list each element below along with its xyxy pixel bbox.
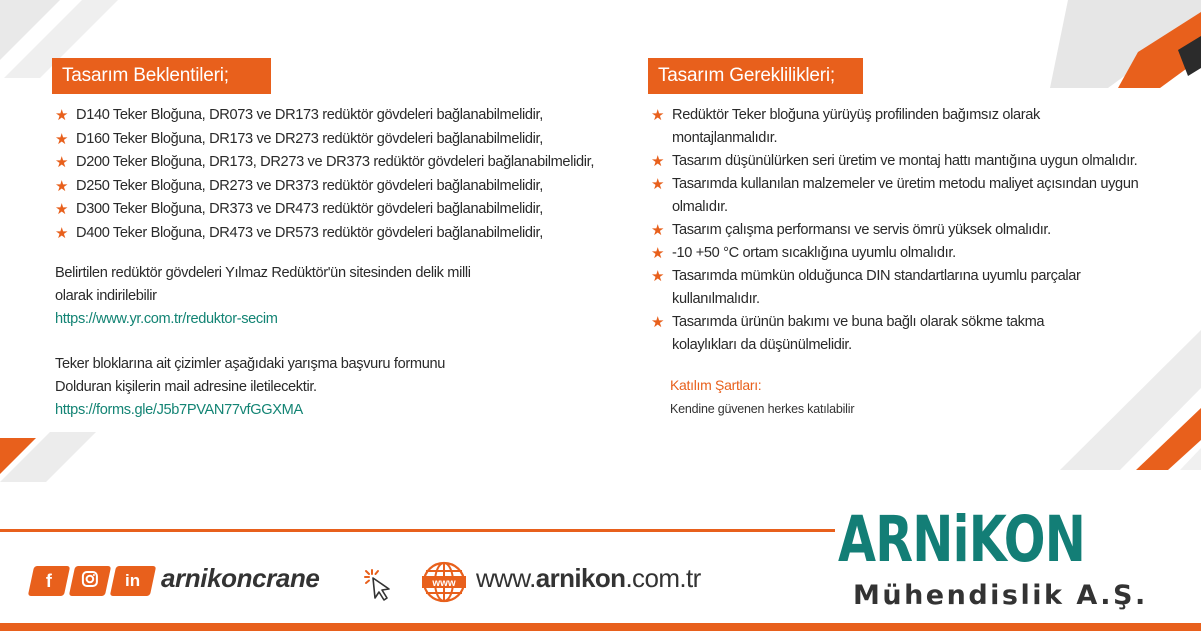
info-line: Teker bloklarına ait çizimler aşağıdaki yarışma başvuru formunu bbox=[55, 356, 445, 372]
linkedin-icon[interactable]: in bbox=[110, 566, 156, 596]
star-bullet-icon: ★ bbox=[55, 177, 69, 195]
list-item-text: Tasarımda mümkün olduğunca DIN standartlarına uyumlu parçalar bbox=[672, 268, 1081, 284]
cursor-click-icon bbox=[363, 568, 397, 602]
reducer-download-info bbox=[55, 262, 615, 331]
footer-divider bbox=[0, 529, 835, 532]
star-bullet-icon: ★ bbox=[651, 268, 665, 285]
list-item bbox=[55, 198, 635, 222]
star-bullet-icon: ★ bbox=[651, 222, 665, 239]
list-item bbox=[55, 222, 635, 246]
list-item-text-cont: kolaylıkları da düşünülmelidir. bbox=[672, 337, 852, 353]
design-requirements-list bbox=[651, 104, 1171, 357]
info-line: Dolduran kişilerin mail adresine iletilecektir. bbox=[55, 379, 317, 395]
list-item bbox=[651, 265, 1171, 311]
drawings-info bbox=[55, 353, 615, 422]
list-item-text: D300 Teker Bloğuna, DR373 ve DR473 redüktör gövdeleri bağlanabilmelidir, bbox=[76, 201, 543, 217]
star-bullet-icon: ★ bbox=[651, 153, 665, 170]
star-bullet-icon: ★ bbox=[55, 224, 69, 242]
star-bullet-icon: ★ bbox=[55, 107, 69, 124]
info-line: olarak indirilebilir bbox=[55, 288, 157, 304]
list-item bbox=[55, 151, 635, 175]
list-item-text: D200 Teker Bloğuna, DR173, DR273 ve DR373 redüktör gövdeleri bağlanabilmelidir, bbox=[76, 154, 595, 170]
footer-bar bbox=[0, 623, 1201, 631]
list-item-text: -10 +50 °C ortam sıcaklığına uyumlu olmalıdır. bbox=[672, 245, 956, 261]
star-bullet-icon: ★ bbox=[55, 130, 69, 148]
facebook-icon[interactable]: f bbox=[28, 566, 70, 596]
list-item-text: D160 Teker Bloğuna, DR173 ve DR273 redüktör gövdeleri bağlanabilmelidir, bbox=[76, 130, 543, 147]
instagram-icon[interactable] bbox=[69, 566, 111, 596]
list-item-text: Tasarımda kullanılan malzemeler ve üretim metodu maliyet açısından uygun bbox=[672, 176, 1139, 192]
list-item bbox=[651, 173, 1171, 219]
list-item bbox=[651, 311, 1171, 357]
list-item bbox=[55, 128, 635, 152]
company-logo: ARNiKON bbox=[838, 503, 1086, 576]
star-bullet-icon: ★ bbox=[55, 201, 69, 218]
participation-text: Kendine güvenen herkes katılabilir bbox=[670, 402, 855, 416]
list-item bbox=[651, 242, 1171, 265]
star-bullet-icon: ★ bbox=[651, 107, 665, 124]
globe-icon bbox=[421, 561, 467, 603]
list-item bbox=[651, 104, 1171, 150]
instagram-glyph bbox=[81, 570, 99, 588]
company-subtitle: Mühendislik A.Ş. bbox=[853, 580, 1148, 611]
list-item bbox=[55, 104, 635, 128]
web-brand: arnikon bbox=[535, 563, 626, 593]
list-item-text: Tasarım düşünülürken seri üretim ve montaj hattı mantığına uygun olmalıdır. bbox=[672, 153, 1138, 169]
left-section-title: Tasarım Beklentileri; bbox=[52, 58, 271, 94]
list-item-text: Tasarım çalışma performansı ve servis ömrü yüksek olmalıdır. bbox=[672, 222, 1051, 238]
list-item-text: Tasarımda ürünün bakımı ve buna bağlı olarak sökme takma bbox=[672, 314, 1045, 330]
star-bullet-icon: ★ bbox=[651, 245, 665, 262]
list-item-text: D140 Teker Bloğuna, DR073 ve DR173 redüktör gövdeleri bağlanabilmelidir, bbox=[76, 107, 543, 123]
star-bullet-icon: ★ bbox=[651, 314, 665, 331]
list-item bbox=[55, 175, 635, 199]
list-item-text: Redüktör Teker bloğuna yürüyüş profilinden bağımsız olarak bbox=[672, 107, 1041, 123]
list-item-text: D250 Teker Bloğuna, DR273 ve DR373 redüktör gövdeleri bağlanabilmelidir, bbox=[76, 177, 543, 194]
list-item bbox=[651, 150, 1171, 173]
design-expectations-list bbox=[55, 104, 635, 245]
participation-title: Katılım Şartları: bbox=[670, 377, 762, 393]
globe-label: www bbox=[432, 578, 456, 589]
star-bullet-icon: ★ bbox=[651, 176, 665, 193]
web-prefix: www. bbox=[476, 563, 536, 593]
reducer-selection-link[interactable]: https://www.yr.com.tr/reduktor-secim bbox=[55, 311, 278, 327]
web-suffix: .com.tr bbox=[625, 563, 701, 593]
list-item-text-cont: kullanılmalıdır. bbox=[672, 291, 760, 307]
application-form-link[interactable]: https://forms.gle/J5b7PVAN77vfGGXMA bbox=[55, 402, 303, 418]
list-item-text-cont: montajlanmalıdır. bbox=[672, 130, 778, 146]
info-line: Belirtilen redüktör gövdeleri Yılmaz Redüktör'ün sitesinden delik milli bbox=[55, 265, 471, 281]
social-handle[interactable]: arnikoncrane bbox=[161, 563, 320, 593]
list-item bbox=[651, 219, 1171, 242]
website-url[interactable] bbox=[476, 563, 701, 594]
right-section-title: Tasarım Gereklilikleri; bbox=[648, 58, 863, 94]
star-bullet-icon: ★ bbox=[55, 154, 69, 171]
list-item-text: D400 Teker Bloğuna, DR473 ve DR573 redüktör gövdeleri bağlanabilmelidir, bbox=[76, 224, 543, 241]
list-item-text-cont: olmalıdır. bbox=[672, 199, 728, 215]
